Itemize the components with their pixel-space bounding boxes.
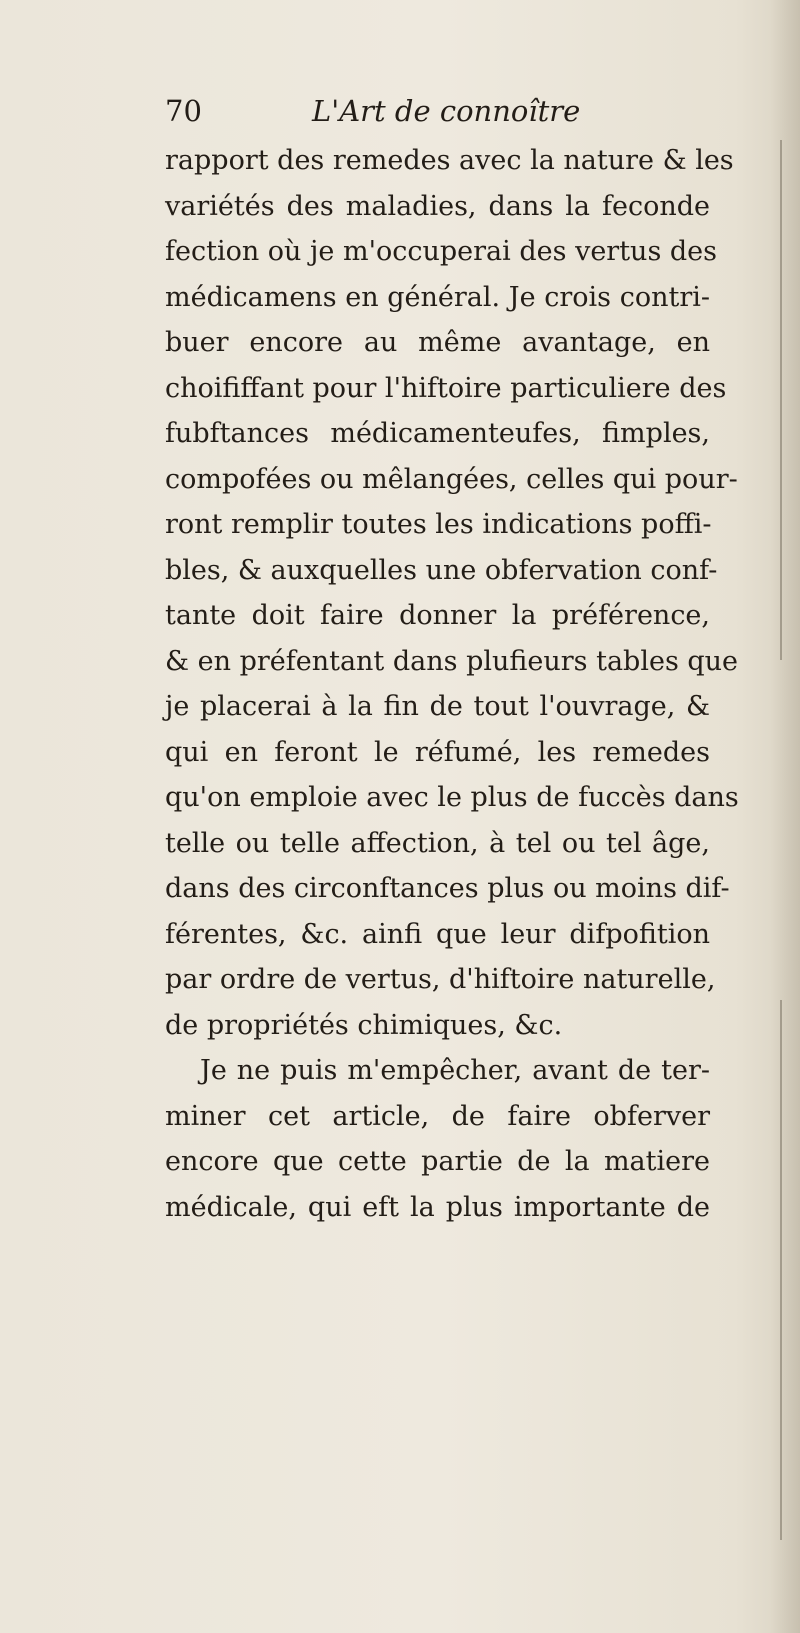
text-line: qu'on emploie avec le plus de fuccès dans <box>165 782 739 813</box>
text-line: fection où je m'occuperai des vertus des <box>165 236 717 267</box>
text-line: choififfant pour l'hiftoire particuliere des <box>165 372 727 404</box>
page-edge-mark <box>780 1000 782 1540</box>
body-text <box>165 138 739 1230</box>
text-line: variétés des maladies, dans la feconde <box>165 190 710 222</box>
text-line: telle ou telle affection, à tel ou tel âge, <box>165 827 710 859</box>
page-edge-mark <box>780 140 782 660</box>
text-line: rapport des remedes avec la nature & les <box>165 145 734 176</box>
running-title: L'Art de connoître <box>312 94 581 128</box>
page-header <box>165 94 705 134</box>
text-line: par ordre de vertus, d'hiftoire naturelle, <box>165 964 716 995</box>
text-line: ront remplir toutes les indications poffi- <box>165 509 712 540</box>
text-line: buer encore au même avantage, en <box>165 327 710 358</box>
text-line: dans des circonftances plus ou moins dif- <box>165 873 730 904</box>
text-line: encore que cette partie de la matiere <box>165 1146 710 1177</box>
text-line: bles, & auxquelles une obfervation conf- <box>165 554 718 586</box>
text-line: médicamens en général. Je crois contri- <box>165 281 710 313</box>
text-line: fubftances médicamenteufes, fimples, <box>165 418 710 449</box>
text-line: compofées ou mêlangées, celles qui pour- <box>165 463 738 495</box>
page-number: 70 <box>165 94 202 128</box>
text-line: férentes, &c. ainfi que leur difpofition <box>165 918 710 950</box>
text-line: qui en feront le réfumé, les remedes <box>165 736 710 768</box>
text-line: & en préfentant dans plufieurs tables que <box>165 645 739 677</box>
text-line: je placerai à la fin de tout l'ouvrage, & <box>165 691 710 722</box>
text-line: médicale, qui eft la plus importante de <box>165 1191 710 1223</box>
page-edge-shadow <box>770 0 800 1633</box>
text-line: tante doit faire donner la préférence, <box>165 600 710 631</box>
text-line: miner cet article, de faire obferver <box>165 1100 710 1132</box>
paragraph-end-line: de propriétés chimiques, &c. <box>165 1009 563 1041</box>
paragraph-start-line: Je ne puis m'empêcher, avant de ter- <box>200 1055 710 1086</box>
